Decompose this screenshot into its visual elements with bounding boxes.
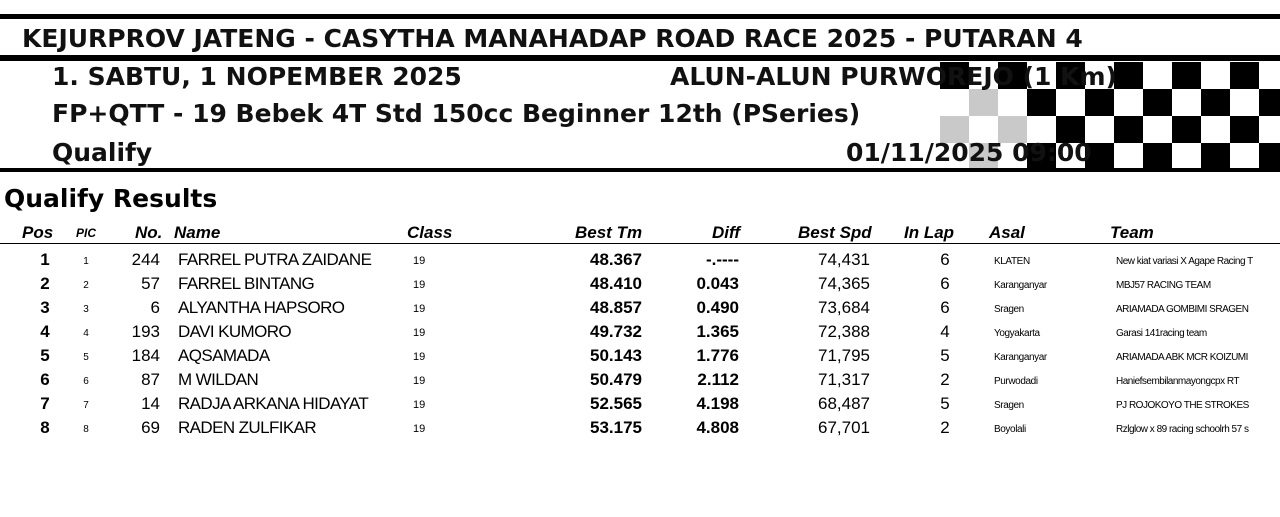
flag-square	[1201, 143, 1230, 168]
flag-square	[969, 89, 998, 116]
team-cell: MBJ57 RACING TEAM	[1116, 280, 1211, 291]
name-cell: RADJA ARKANA HIDAYAT	[178, 394, 369, 413]
pic-cell: 8	[83, 424, 89, 435]
best-spd-cell: 72,388	[818, 322, 870, 341]
col-class: Class	[407, 223, 453, 242]
diff-cell: 0.043	[696, 274, 739, 293]
asal-cell: Karanganyar	[994, 352, 1047, 363]
team-cell: Haniefsembilanmayongcpx RT	[1116, 376, 1239, 387]
table-row	[0, 322, 1280, 346]
venue: ALUN-ALUN PURWOREJO (1 Km)	[670, 62, 1117, 91]
flag-square	[1027, 89, 1056, 116]
col-best-tm: Best Tm	[575, 223, 643, 242]
flag-square	[1259, 89, 1280, 116]
diff-cell: -.----	[705, 250, 739, 269]
class-cell: 19	[413, 255, 426, 267]
section-title: Qualify Results	[4, 184, 218, 213]
name-cell: RADEN ZULFIKAR	[178, 418, 317, 437]
flag-square	[1259, 143, 1280, 168]
col-team: Team	[1110, 223, 1154, 242]
best-tm-cell: 53.175	[590, 418, 642, 437]
diff-cell: 1.776	[696, 346, 739, 365]
col-in-lap: In Lap	[904, 223, 955, 242]
asal-cell: Boyolali	[994, 424, 1026, 435]
no-cell: 6	[150, 298, 160, 317]
best-tm-cell: 50.479	[590, 370, 642, 389]
table-row	[0, 418, 1280, 442]
in-lap-cell: 5	[940, 346, 950, 365]
name-cell: M WILDAN	[178, 370, 259, 389]
in-lap-cell: 6	[940, 250, 950, 269]
team-cell: Rzlglow x 89 racing schoolrh 57 s	[1116, 424, 1249, 435]
asal-cell: Yogyakarta	[994, 328, 1040, 339]
in-lap-cell: 4	[940, 322, 950, 341]
best-spd-cell: 74,365	[818, 274, 870, 293]
table-row	[0, 394, 1280, 418]
table-row	[0, 370, 1280, 394]
best-spd-cell: 74,431	[818, 250, 870, 269]
flag-square	[1085, 89, 1114, 116]
header-underline	[0, 243, 1280, 244]
team-cell: Garasi 141racing team	[1116, 328, 1207, 339]
diff-cell: 0.490	[696, 298, 739, 317]
asal-cell: Sragen	[994, 400, 1024, 411]
pos-cell: 2	[40, 274, 50, 293]
no-cell: 14	[141, 394, 160, 413]
date-line: 1. SABTU, 1 NOPEMBER 2025	[52, 62, 462, 91]
top-rule	[0, 14, 1280, 19]
col-pic: PIC	[76, 226, 97, 240]
in-lap-cell: 2	[940, 370, 950, 389]
name-cell: FARREL PUTRA ZAIDANE	[178, 250, 372, 269]
flag-square	[1143, 89, 1172, 116]
pos-cell: 5	[40, 346, 50, 365]
flag-square	[1172, 116, 1201, 143]
col-pos: Pos	[22, 223, 54, 242]
pic-cell: 7	[83, 400, 89, 411]
pic-cell: 3	[83, 304, 89, 315]
team-cell: New kiat variasi X Agape Racing T	[1116, 256, 1253, 267]
flag-square	[1114, 62, 1143, 89]
col-asal: Asal	[989, 223, 1025, 242]
pic-cell: 4	[83, 328, 89, 339]
class-cell: 19	[413, 423, 426, 435]
best-spd-cell: 71,795	[818, 346, 870, 365]
flag-square	[1201, 89, 1230, 116]
event-title: KEJURPROV JATENG - CASYTHA MANAHADAP ROAD RACE 2025 - PUTARAN 4	[22, 24, 1083, 53]
col-best-spd: Best Spd	[798, 223, 872, 242]
table-row	[0, 250, 1280, 274]
diff-cell: 2.112	[697, 370, 739, 389]
session-datetime: 01/11/2025 09:00	[846, 138, 1092, 167]
name-cell: DAVI KUMORO	[178, 322, 292, 341]
in-lap-cell: 2	[940, 418, 950, 437]
no-cell: 69	[141, 418, 160, 437]
no-cell: 244	[131, 250, 160, 269]
asal-cell: Sragen	[994, 304, 1024, 315]
best-spd-cell: 68,487	[818, 394, 870, 413]
asal-cell: Purwodadi	[994, 376, 1038, 387]
class-cell: 19	[413, 351, 426, 363]
pic-cell: 5	[83, 352, 89, 363]
diff-cell: 4.808	[696, 418, 739, 437]
class-line: FP+QTT - 19 Bebek 4T Std 150cc Beginner 12th (PSeries)	[52, 99, 861, 128]
best-tm-cell: 48.410	[590, 274, 642, 293]
in-lap-cell: 6	[940, 274, 950, 293]
pos-cell: 3	[40, 298, 50, 317]
table-row	[0, 298, 1280, 322]
pos-cell: 8	[40, 418, 50, 437]
team-cell: PJ ROJOKOYO THE STROKES	[1116, 400, 1249, 411]
team-cell: ARIAMADA ABK MCR KOIZUMI	[1116, 352, 1248, 363]
name-cell: AQSAMADA	[178, 346, 270, 365]
class-cell: 19	[413, 375, 426, 387]
class-cell: 19	[413, 279, 426, 291]
session-label: Qualify	[52, 138, 153, 167]
pic-cell: 1	[83, 256, 89, 267]
no-cell: 57	[141, 274, 160, 293]
col-name: Name	[174, 223, 221, 242]
best-tm-cell: 50.143	[590, 346, 642, 365]
flag-square	[1114, 116, 1143, 143]
best-tm-cell: 52.565	[590, 394, 642, 413]
class-cell: 19	[413, 303, 426, 315]
header-bottom-rule	[0, 168, 1280, 172]
best-spd-cell: 71,317	[818, 370, 870, 389]
no-cell: 87	[141, 370, 160, 389]
class-cell: 19	[413, 327, 426, 339]
asal-cell: Karanganyar	[994, 280, 1047, 291]
diff-cell: 4.198	[696, 394, 739, 413]
pos-cell: 1	[40, 250, 50, 269]
title-rule	[0, 55, 1280, 61]
flag-square	[1143, 143, 1172, 168]
no-cell: 193	[131, 322, 160, 341]
diff-cell: 1.365	[696, 322, 739, 341]
col-no: No.	[135, 223, 163, 242]
best-tm-cell: 48.367	[590, 250, 642, 269]
table-row	[0, 274, 1280, 298]
flag-square	[1230, 62, 1259, 89]
flag-square	[1230, 116, 1259, 143]
pos-cell: 6	[40, 370, 50, 389]
flag-square	[1172, 62, 1201, 89]
name-cell: FARREL BINTANG	[178, 274, 315, 293]
pos-cell: 7	[40, 394, 50, 413]
in-lap-cell: 6	[940, 298, 950, 317]
col-diff: Diff	[712, 223, 741, 242]
pic-cell: 2	[83, 280, 89, 291]
no-cell: 184	[131, 346, 160, 365]
pic-cell: 6	[83, 376, 89, 387]
asal-cell: KLATEN	[994, 256, 1030, 267]
team-cell: ARIAMADA GOMBIMI SRAGEN	[1116, 304, 1249, 315]
table-row	[0, 346, 1280, 370]
in-lap-cell: 5	[940, 394, 950, 413]
pos-cell: 4	[40, 322, 50, 341]
best-spd-cell: 73,684	[818, 298, 870, 317]
class-cell: 19	[413, 399, 426, 411]
best-tm-cell: 48.857	[590, 298, 642, 317]
best-spd-cell: 67,701	[818, 418, 870, 437]
best-tm-cell: 49.732	[590, 322, 642, 341]
name-cell: ALYANTHA HAPSORO	[178, 298, 345, 317]
